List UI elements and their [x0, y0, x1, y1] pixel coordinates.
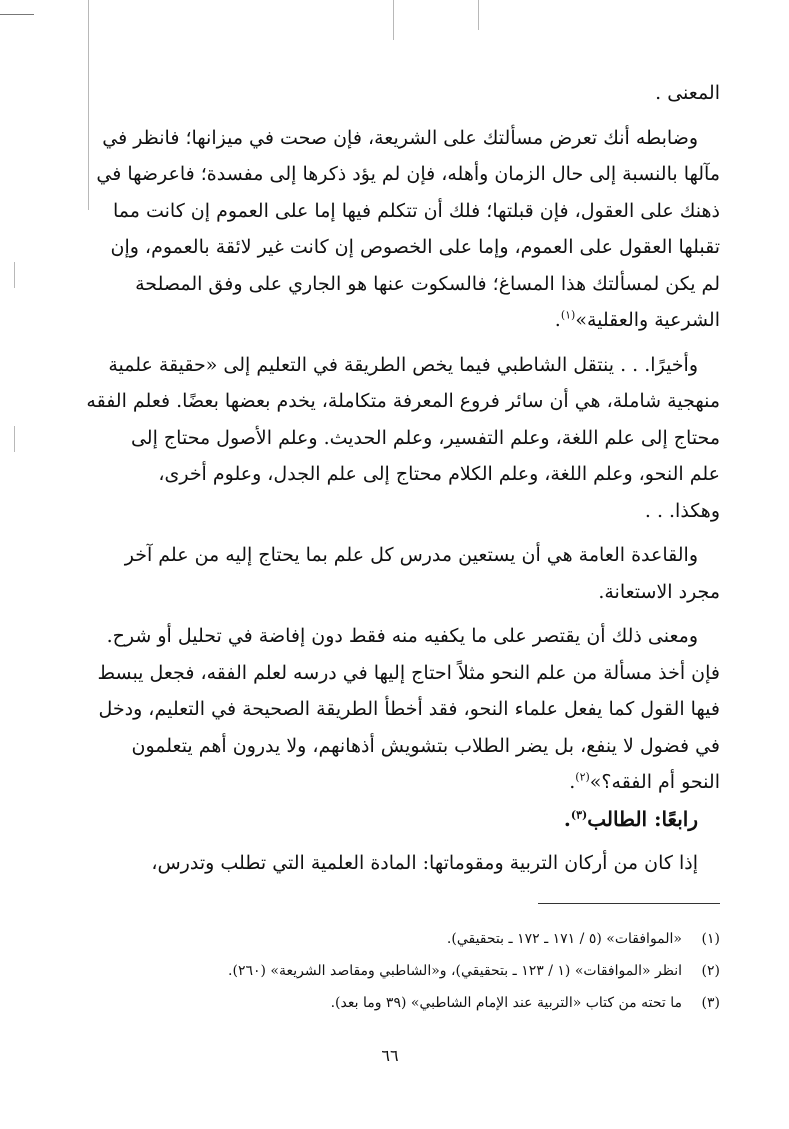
footnote [190, 923, 720, 955]
body-line: في فضول لا ينفع، بل يضر الطلاب بتشويش أذهانهم، ولا يدرون أهم يتعلمون [131, 734, 720, 757]
body-line: والقاعدة العامة هي أن يستعين مدرس كل علم بما يحتاج إليه من علم آخر [124, 544, 698, 566]
body-line: ومعنى ذلك أن يقتصر على ما يكفيه منه فقط دون إفاضة في تحليل أو شرح. [106, 625, 698, 647]
main-text [72, 75, 720, 882]
body-line: لم يكن لمسألتك هذا المساغ؛ فالسكوت عنها هو الجاري على وفق المصلحة [135, 272, 720, 295]
body-line: فإن أخذ مسألة من علم النحو مثلاً احتاج إليها في درسه لعلم الفقه، فجعل يبسط [97, 661, 720, 684]
body-text: النحو أم الفقه؟» [589, 771, 720, 793]
body-line: المعنى . [655, 82, 720, 104]
body-line [72, 302, 720, 339]
body-line: ذهنك على العقول، فإن قبلتها؛ فلك أن تتكلم فيها إما على العموم إن كانت مما [113, 199, 720, 222]
footnote-text: ما تحته من كتاب «التربية عند الإمام الشاطبي» (٣٩ وما بعد). [330, 995, 682, 1011]
footnote-ref: (٢) [575, 770, 590, 784]
footnote [190, 955, 720, 987]
body-line: مجرد الاستعانة. [598, 580, 720, 603]
footnote-ref: (١) [560, 308, 576, 322]
body-line [72, 764, 720, 801]
footnote-number: (٢) [701, 963, 720, 979]
period: . [554, 309, 561, 331]
page-number: ٦٦ [381, 1046, 399, 1065]
body-line: تقبلها العقول على العموم، وإما على الخصوص إن كانت غير لائقة بالعموم، وإن [110, 236, 720, 258]
footnote [190, 987, 720, 1019]
section-heading [72, 801, 720, 838]
footnote-ref: (٣) [570, 807, 588, 821]
period: . [569, 771, 576, 793]
body-line: وهكذا. . . [644, 499, 720, 522]
body-line: وضابطه أنك تعرض مسألتك على الشريعة، فإن صحت في ميزانها؛ فانظر في [102, 126, 698, 149]
footnote-text: انظر «الموافقات» (١ / ١٢٣ ـ بتحقيقي)، و«الشاطبي ومقاصد الشريعة» (٢٦٠). [228, 963, 682, 979]
scan-artifact-line [393, 0, 394, 40]
scan-artifact-line [478, 0, 479, 30]
body-line: منهجية شاملة، هي أن سائر فروع المعرفة متكاملة، يخدم بعضها بعضًا. فعلم الفقه [86, 390, 720, 412]
footnote-number: (٣) [701, 995, 720, 1011]
footnote-number: (١) [701, 931, 720, 947]
scan-artifact-line [14, 426, 15, 452]
body-text: الشرعية والعقلية» [575, 309, 720, 331]
scan-artifact-line [14, 262, 15, 288]
body-line: علم النحو، وعلم اللغة، وعلم الكلام محتاج إلى علم الجدل، وعلوم أخرى، [158, 463, 720, 485]
footnotes [190, 923, 720, 1019]
body-line: إذا كان من أركان التربية ومقوماتها: المادة العلمية التي تطلب وتدرس، [151, 852, 698, 874]
body-line: فيها القول كما يفعل علماء النحو، فقد أخطأ الطريقة الصحيحة في التعليم، ودخل [98, 698, 720, 720]
footnote-text: «الموافقات» (٥ / ١٧١ ـ ١٧٢ ـ بتحقيقي). [446, 931, 682, 947]
body-line: مآلها بالنسبة إلى حال الزمان وأهله، فإن لم يؤد ذكرها إلى مفسدة؛ فاعرضها في [96, 163, 720, 185]
heading-text: رابعًا: الطالب [587, 806, 698, 831]
body-line: وأخيرًا. . . ينتقل الشاطبي فيما يخص الطريقة في التعليم إلى «حقيقة علمية [108, 353, 698, 376]
footnote-separator [538, 903, 720, 904]
scan-corner-mark [0, 14, 34, 15]
body-line: محتاج إلى علم اللغة، وعلم التفسير، وعلم الحديث. وعلم الأصول محتاج إلى [130, 426, 720, 449]
period: . [563, 806, 571, 831]
